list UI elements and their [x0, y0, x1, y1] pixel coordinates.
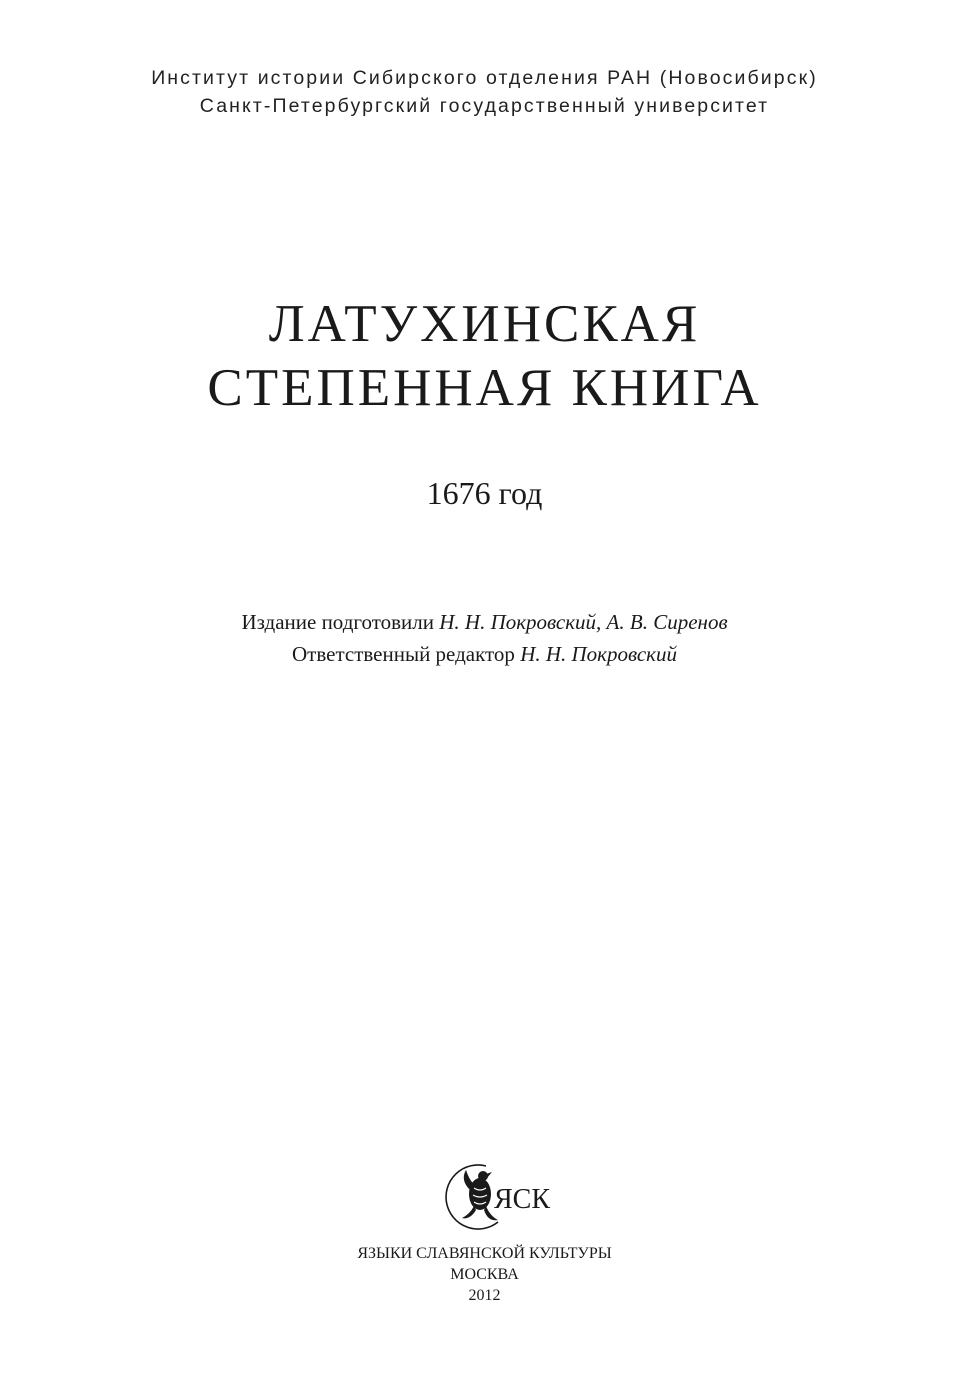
credits	[0, 606, 969, 670]
institution-header	[0, 64, 969, 120]
institution-line-1: Институт истории Сибирского отделения РАН (Новосибирск)	[151, 67, 818, 89]
bird-emblem-icon	[440, 1160, 560, 1230]
institution-line-2: Санкт-Петербургский государственный университет	[199, 95, 770, 117]
book-title-line-2: СТЕПЕННАЯ КНИГА	[207, 359, 762, 417]
book-title-line-1: ЛАТУХИНСКАЯ	[268, 295, 701, 353]
publisher-info	[0, 1243, 969, 1306]
publisher-year: 2012	[468, 1287, 501, 1304]
publisher-city: МОСКВА	[450, 1266, 519, 1283]
book-title	[0, 292, 969, 420]
prepared-by-line	[0, 606, 969, 638]
prepared-by-names: Н. Н. Покровский, А. В. Сиренов	[439, 610, 728, 634]
publisher-logo	[440, 1160, 560, 1230]
book-year-subtitle: 1676 год	[426, 475, 543, 511]
editor-line	[0, 638, 969, 670]
editor-label: Ответственный редактор	[291, 642, 515, 666]
prepared-by-label: Издание подготовили	[241, 610, 434, 634]
editor-name: Н. Н. Покровский	[520, 642, 677, 666]
publisher-name: ЯЗЫКИ СЛАВЯНСКОЙ КУЛЬТУРЫ	[357, 1245, 612, 1262]
logo-text: ЯСК	[494, 1184, 551, 1215]
